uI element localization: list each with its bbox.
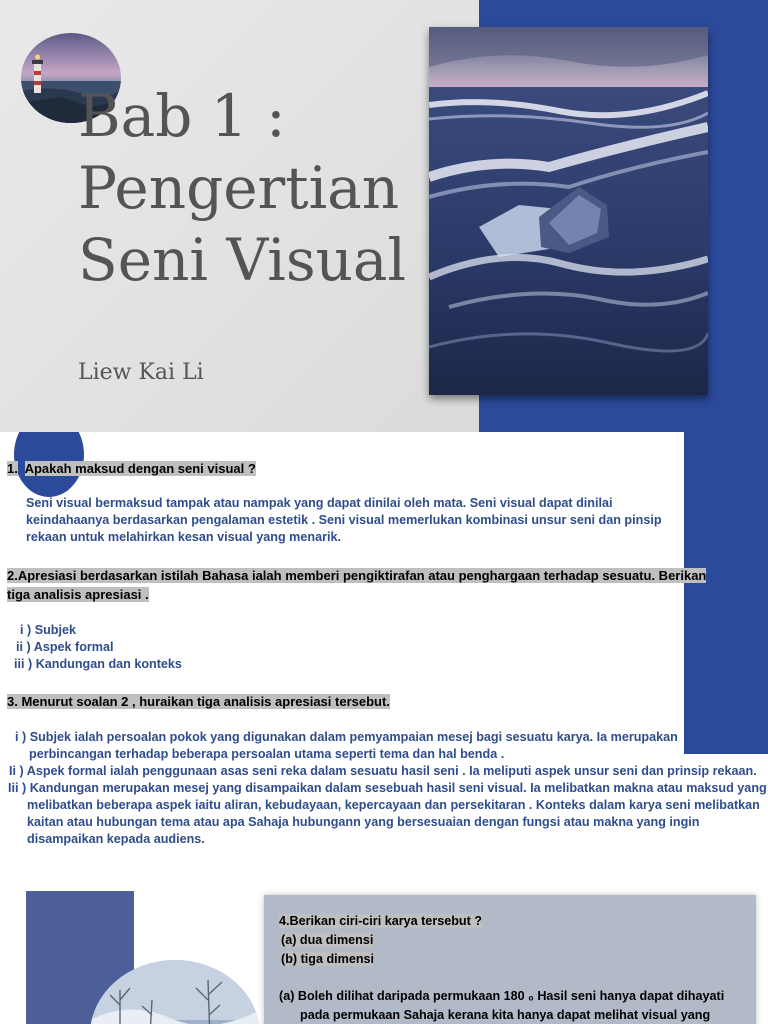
question-4-heading — [279, 912, 482, 969]
question-4-answer — [279, 987, 724, 1024]
answer-line: rekaan untuk melahirkan kesan visual yang menarik. — [26, 530, 341, 544]
answer-line: keindahaanya berdasarkan pengalaman estetik . Seni visual memerlukan kombinasi unsur seni dan pinsip — [26, 513, 662, 527]
question-2-title-line: tiga analisis apresiasi . — [7, 587, 149, 602]
answer-line: (a) Boleh dilihat daripada permukaan 180 ₀ Hasil seni hanya dapat dihayati — [279, 989, 725, 1003]
question-4-item: (a) dua dimensi — [281, 933, 374, 947]
question-2-list — [14, 622, 182, 673]
answer-line: kaitan atau hubungan tema atau apa Sahaja hubungann yang bersesuaian dengan fungsi atau makna yang ingin — [27, 815, 700, 829]
list-item: i ) Subjek — [20, 623, 76, 637]
question-2-heading — [7, 566, 706, 604]
question-1-answer — [26, 495, 662, 546]
question-1-heading — [7, 459, 256, 478]
answer-line: Iii ) Kandungan merupakan mesej yang disampaikan dalam sesebuah hasil seni visual. Ia melibatkan makna atau maksud yang — [8, 781, 767, 795]
question-number: 1. — [7, 461, 18, 476]
list-item: iii ) Kandungan dan konteks — [14, 657, 182, 671]
answer-line: disampaikan kepada audiens. — [27, 832, 205, 846]
question-3-answer — [8, 729, 767, 848]
answer-line: Seni visual bermaksud tampak atau nampak yang dapat dinilai oleh mata. Seni visual dapat dinilai — [26, 496, 613, 510]
cover-title-line: Bab 1 : — [78, 82, 286, 150]
content-page — [0, 432, 768, 1024]
cover-title — [78, 80, 406, 296]
cover-title-line: Seni Visual — [78, 226, 407, 294]
answer-line: i ) Subjek ialah persoalan pokok yang digunakan dalam pemyampaian mesej bagi sesuatu karya. Ia merupakan — [15, 730, 678, 744]
answer-line: melibatkan beberapa aspek iaitu aliran, kebudayaan, kepercayaan dan persekitaran . Konteks dalam karya seni melibatkan — [27, 798, 760, 812]
cover-page — [0, 0, 768, 432]
question-1-title: Apakah maksud dengan seni visual ? — [24, 461, 256, 476]
answer-line: pada permukaan Sahaja kerana kita hanya dapat melihat visual yang — [300, 1008, 711, 1022]
cover-author: Liew Kai Li — [78, 360, 204, 385]
question-4-item: (b) tiga dimensi — [281, 952, 375, 966]
answer-line: Ii ) Aspek formal ialah penggunaan asas seni reka dalam sesuatu hasil seni . Ia meliputi aspek unsur seni dan prinsip rekaan. — [9, 764, 757, 778]
answer-line: perbincangan terhadap beberapa persoalan utama seperti tema dan hal benda . — [29, 747, 505, 761]
list-item: ii ) Aspek formal — [16, 640, 114, 654]
question-3-heading — [7, 692, 390, 711]
question-2-title-line: 2.Apresiasi berdasarkan istilah Bahasa ialah memberi pengiktirafan atau penghargaan terhadap sesuatu. Berikan — [7, 568, 707, 583]
question-4-title: 4.Berikan ciri-ciri karya tersebut ? — [279, 914, 482, 928]
cover-title-line: Pengertian — [78, 154, 400, 222]
question-3-title: 3. Menurut soalan 2 , huraikan tiga analisis apresiasi tersebut. — [7, 694, 390, 709]
ocean-ice-photo — [429, 27, 708, 395]
